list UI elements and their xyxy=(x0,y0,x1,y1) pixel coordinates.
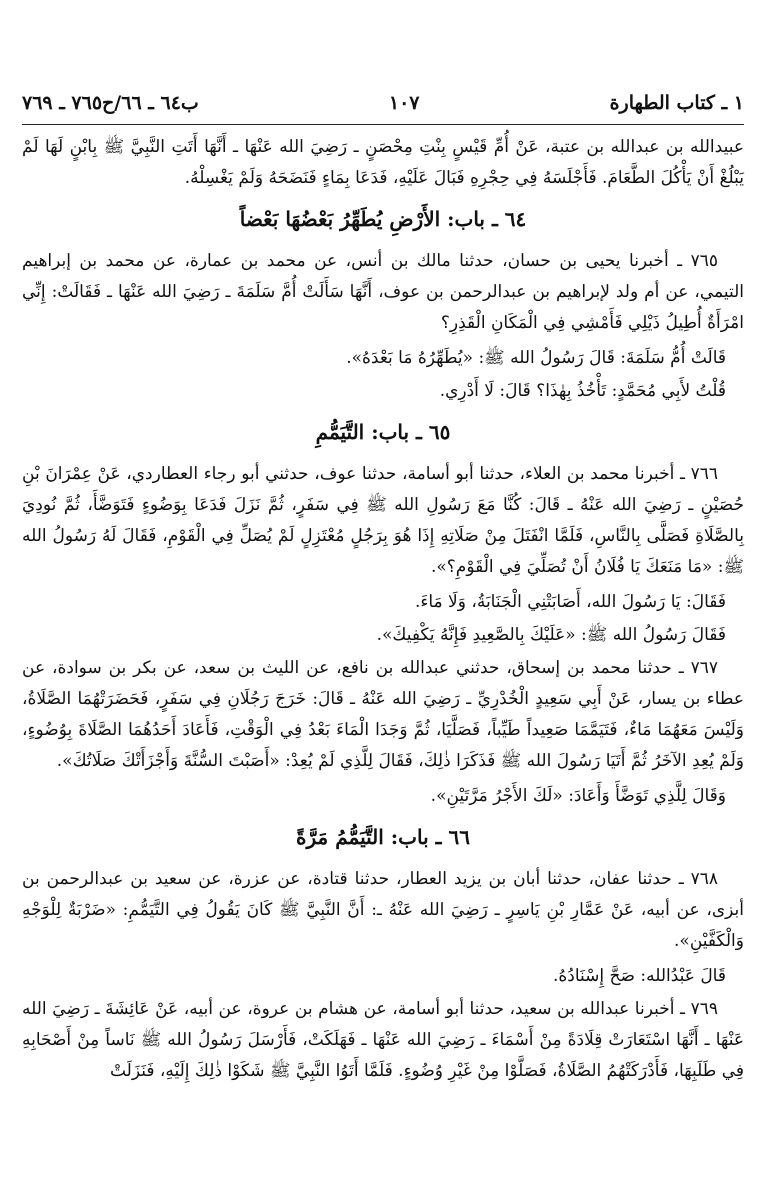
hadith-766-ruling: فَقَالَ رَسُولُ الله ﷺ: «عَلَيْكَ بِالصَّعِيدِ فَإِنَّهُ يَكْفِيكَ». xyxy=(376,625,726,645)
hadith-767-second: وَقَالَ لِلَّذِي تَوَضَّأَ وَأَعَادَ: «لَكَ الأَجْرُ مَرَّتَيْنِ». xyxy=(430,786,726,806)
hadith-765-comment: قُلْتُ لأَبِي مُحَمَّدٍ: تَأْخُذُ بِهٰذَا؟ قَالَ: لَا أَدْرِي. xyxy=(439,381,726,401)
header-rule xyxy=(22,124,744,125)
chapter-heading-64: ٦٤ ـ باب: الأَرْضِ يُطَهِّرُ بَعْضُهَا بَعْضاً xyxy=(239,207,527,231)
book-title: ١ ـ كتاب الطهارة xyxy=(609,92,744,114)
hadith-769: ٧٦٩ ـ أخبرنا عبدالله بن سعيد، حدثنا أبو أسامة، عن هشام بن عروة، عن أبيه، عَنْ عَائِشَةَ ـ رَضِيَ الله عَنْهَا ـ أَنَّهَا اسْتَعَارَتْ قِلَادَةً مِنْ أَسْمَاءَ ـ رَضِيَ الله عَنْهَا ـ فَهَلَكَتْ، فَأَرْسَلَ رَسُولُ الله ﷺ نَاساً مِنْ أَصْحَابِهِ فِي طَلَبِهَا، فَأَدْرَكَتْهُمُ الصَّلَاةُ، فَصَلَّوْا مِنْ غَيْرِ وُضُوءٍ. فَلَمَّا أَتَوُا النَّبِيَّ ﷺ شَكَوْا ذٰلِكَ إِلَيْهِ، فَنَزَلَتْ xyxy=(22,999,744,1081)
page-number: ١٠٧ xyxy=(388,92,420,114)
chapter-hadith-range: ب٦٤ ـ ٦٦/ح٧٦٥ ـ ٧٦٩ xyxy=(22,92,199,114)
hadith-continuation: عبيدالله بن عبدالله بن عتبة، عَنْ أُمِّ قَيْسٍ بِنْتِ مِحْصَنٍ ـ رَضِيَ الله عَنْهَا ـ أَنَّهَا أَتَتِ النَّبِيَّ ﷺ بِابْنٍ لَهَا لَمْ يَبْلُغْ أَنْ يَأْكُلَ الطَّعَامَ. فَأَجْلَسَهُ فِي حِجْرِهِ فَبَالَ عَلَيْهِ، فَدَعَا بِمَاءٍ فَنَضَحَهُ وَلَمْ يَغْسِلْهُ. xyxy=(22,137,744,188)
hadith-765: ٧٦٥ ـ أخبرنا يحيى بن حسان، حدثنا مالك بن أنس، عن محمد بن عمارة، عن محمد بن إبراهيم التيمي، عن أم ولد لإبراهيم بن عبدالرحمن بن عوف، أَنَّهَا سَأَلَتْ أُمَّ سَلَمَةَ ـ رَضِيَ الله عَنْهَا ـ فَقَالَتْ: إِنِّي امْرَأَةٌ أُطِيلُ ذَيْلِي فَأَمْشِي فِي الْمَكَانِ الْقَذِرِ؟ xyxy=(22,251,744,333)
page-header xyxy=(22,86,744,120)
hadith-766: ٧٦٦ ـ أخبرنا محمد بن العلاء، حدثنا أبو أسامة، حدثنا عوف، حدثني أبو رجاء العطاردي، عَنْ عِمْرَانَ بْنِ حُصَيْنٍ ـ رَضِيَ الله عَنْهُ ـ قَالَ: كُنَّا مَعَ رَسُولِ الله ﷺ فِي سَفَرٍ، ثُمَّ نَزَلَ فَدَعَا بِوَضُوءٍ فَتَوَضَّأَ، ثُمَّ نُودِيَ بِالصَّلَاةِ فَصَلَّى بِالنَّاسِ، فَلَمَّا انْفَتَلَ مِنْ صَلَاتِهِ إِذَا هُوَ بِرَجُلٍ مُعْتَزِلٍ لَمْ يُصَلِّ فِي الْقَوْمِ، فَقَالَ لَهُ رَسُولُ الله ﷺ: «مَا مَنَعَكَ يَا فُلَانُ أَنْ تُصَلِّيَ فِي الْقَوْمِ؟». xyxy=(22,464,744,577)
chapter-heading-65: ٦٥ ـ باب: التَّيَمُّمِ xyxy=(315,420,451,444)
chapter-heading-66: ٦٦ ـ باب: التَّيَمُّمُ مَرَّةً xyxy=(296,825,470,849)
hadith-768-comment: قَالَ عَبْدُالله: صَحَّ إِسْنَادُهُ. xyxy=(552,966,726,986)
hadith-765-answer: قَالَتْ أُمُّ سَلَمَةَ: قَالَ رَسُولُ الله ﷺ: «يُطَهِّرُهُ مَا بَعْدَهُ». xyxy=(346,348,726,368)
hadith-767: ٧٦٧ ـ حدثنا محمد بن إسحاق، حدثني عبدالله بن نافع، عن الليث بن سعد، عن بكر بن سوادة، عن عطاء بن يسار، عَنْ أَبِي سَعِيدٍ الْخُدْرِيِّ ـ رَضِيَ الله عَنْهُ ـ قَالَ: خَرَجَ رَجُلَانِ فِي سَفَرٍ، فَحَضَرَتْهُمَا الصَّلَاةُ، وَلَيْسَ مَعَهُمَا مَاءٌ، فَتَيَمَّمَا صَعِيداً طَيِّباً، فَصَلَّيَا، ثُمَّ وَجَدَا الْمَاءَ بَعْدُ فِي الْوَقْتِ، فَأَعَادَ أَحَدُهُمَا الصَّلَاةَ بِوُضُوءٍ، وَلَمْ يُعِدِ الآخَرُ ثُمَّ أَتَيَا رَسُولَ الله ﷺ فَذَكَرَا ذٰلِكَ، فَقَالَ لِلَّذِي لَمْ يُعِدْ: «أَصَبْتَ السُّنَّةَ وَأَجْزَأَتْكَ صَلَاتُكَ». xyxy=(22,658,744,771)
page-body xyxy=(22,132,744,1091)
hadith-768: ٧٦٨ ـ حدثنا عفان، حدثنا أبان بن يزيد العطار، حدثنا قتادة، عن عزرة، عن سعيد بن عبدالرحمن بن أبزى، عن أبيه، عَنْ عَمَّارِ بْنِ يَاسِرٍ ـ رَضِيَ الله عَنْهُ ـ: أَنَّ النَّبِيَّ ﷺ كَانَ يَقُولُ فِي التَّيَمُّمِ: «ضَرْبَةٌ لِلْوَجْهِ وَالْكَفَّيْنِ». xyxy=(22,869,744,951)
hadith-766-reply: فَقَالَ: يَا رَسُولَ الله، أَصَابَتْنِي الْجَنَابَةُ، وَلَا مَاءَ. xyxy=(414,592,726,612)
